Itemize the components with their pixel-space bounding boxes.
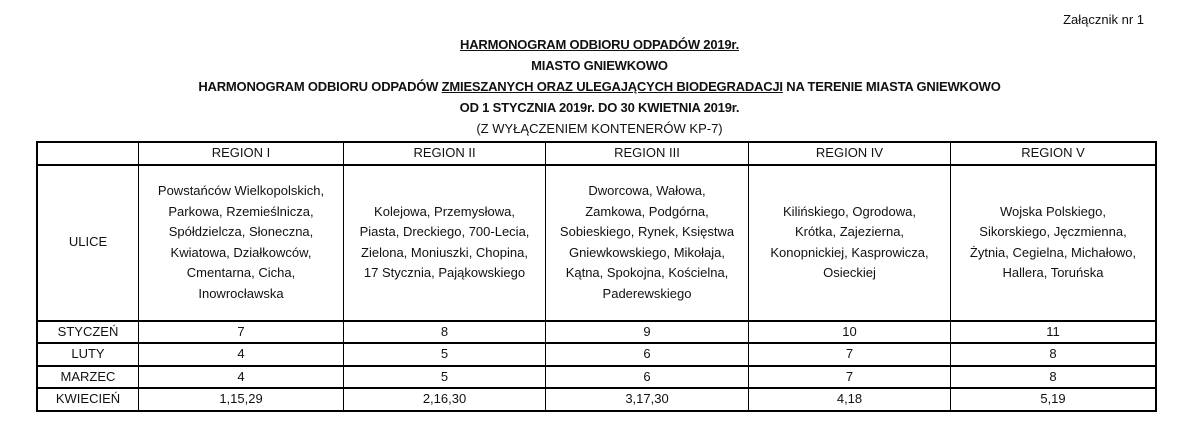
collection-days: 5	[344, 366, 546, 389]
street-line: Cmentarna, Cicha,	[186, 265, 296, 280]
streets-label: ULICE	[37, 165, 139, 321]
collection-days: 3,17,30	[546, 388, 749, 411]
corner-cell	[37, 142, 139, 165]
collection-days: 1,15,29	[139, 388, 344, 411]
month-label: STYCZEŃ	[37, 321, 139, 344]
collection-days: 5	[344, 343, 546, 366]
month-row	[37, 366, 1156, 389]
month-label: KWIECIEŃ	[37, 388, 139, 411]
street-line: Gniewkowskiego, Mikołaja,	[568, 244, 726, 260]
street-list	[749, 165, 951, 321]
collection-days: 7	[139, 321, 344, 344]
street-line: Dworcowa, Wałowa,	[588, 183, 706, 198]
subtitle-waste-type: ZMIESZANYCH ORAZ ULEGAJĄCYCH BIODEGRADACJI	[441, 79, 783, 94]
collection-days: 7	[749, 366, 951, 389]
street-line: Piasta, Dreckiego, 700-Lecia,	[359, 224, 530, 239]
street-line: Kwiatowa, Działkowców,	[170, 244, 312, 260]
street-line: Krótka, Zajezierna,	[794, 224, 905, 239]
month-label: LUTY	[37, 343, 139, 366]
collection-days: 10	[749, 321, 951, 344]
collection-days: 4	[139, 366, 344, 389]
street-line: Inowrocławska	[198, 285, 284, 301]
street-line: Paderewskiego	[602, 285, 692, 301]
region-header: REGION V	[951, 142, 1157, 165]
collection-days: 8	[951, 343, 1157, 366]
street-line: Hallera, Toruńska	[1002, 265, 1104, 280]
annex-label: Załącznik nr 1	[1063, 12, 1144, 27]
street-list	[546, 165, 749, 321]
collection-days: 6	[546, 343, 749, 366]
collection-days: 8	[951, 366, 1157, 389]
streets-row	[37, 165, 1156, 321]
subtitle-suffix: NA TERENIE MIASTA GNIEWKOWO	[782, 79, 1001, 94]
exclusion-note: (Z WYŁĄCZENIEM KONTENERÓW KP-7)	[476, 121, 723, 136]
street-line: Sobieskiego, Rynek, Księstwa	[559, 224, 735, 239]
street-line: Konopnickiej, Kasprowicza,	[770, 244, 929, 260]
subtitle-prefix: HARMONOGRAM ODBIORU ODPADÓW	[198, 79, 442, 94]
collection-days: 9	[546, 321, 749, 344]
collection-schedule-table	[36, 141, 1157, 412]
collection-days: 2,16,30	[344, 388, 546, 411]
street-line: 17 Stycznia, Pająkowskiego	[363, 265, 526, 280]
street-list	[344, 165, 546, 321]
collection-days: 6	[546, 366, 749, 389]
schedule-subtitle	[0, 79, 1199, 94]
street-line: Powstańców Wielkopolskich,	[157, 183, 325, 198]
street-line: Sikorskiego, Jęczmienna,	[979, 224, 1127, 239]
collection-days: 4	[139, 343, 344, 366]
street-list	[951, 165, 1157, 321]
collection-days: 7	[749, 343, 951, 366]
document-title: HARMONOGRAM ODBIORU ODPADÓW 2019r.	[460, 37, 739, 52]
street-line: Zielona, Moniuszki, Chopina,	[361, 244, 528, 260]
collection-days: 11	[951, 321, 1157, 344]
street-line: Parkowa, Rzemieślnicza,	[168, 203, 314, 219]
city-title: MIASTO GNIEWKOWO	[531, 58, 668, 73]
collection-days: 8	[344, 321, 546, 344]
region-header: REGION I	[139, 142, 344, 165]
street-line: Kątna, Spokojna, Kościelna,	[565, 265, 729, 280]
month-row	[37, 388, 1156, 411]
collection-days: 5,19	[951, 388, 1157, 411]
month-row	[37, 321, 1156, 344]
street-line: Spółdzielcza, Słoneczna,	[168, 224, 314, 239]
region-header: REGION III	[546, 142, 749, 165]
street-line: Osieckiej	[823, 265, 876, 280]
street-line: Zamkowa, Podgórna,	[585, 203, 709, 219]
region-header: REGION II	[344, 142, 546, 165]
region-header: REGION IV	[749, 142, 951, 165]
date-range: OD 1 STYCZNIA 2019r. DO 30 KWIETNIA 2019r.	[459, 100, 740, 115]
month-label: MARZEC	[37, 366, 139, 389]
street-line: Wojska Polskiego,	[1000, 203, 1106, 219]
street-line: Żytnia, Cegielna, Michałowo,	[969, 244, 1137, 260]
month-row	[37, 343, 1156, 366]
collection-days: 4,18	[749, 388, 951, 411]
table-header-row	[37, 142, 1156, 165]
street-line: Kolejowa, Przemysłowa,	[374, 203, 515, 219]
street-list	[139, 165, 344, 321]
street-line: Kilińskiego, Ogrodowa,	[783, 203, 916, 219]
